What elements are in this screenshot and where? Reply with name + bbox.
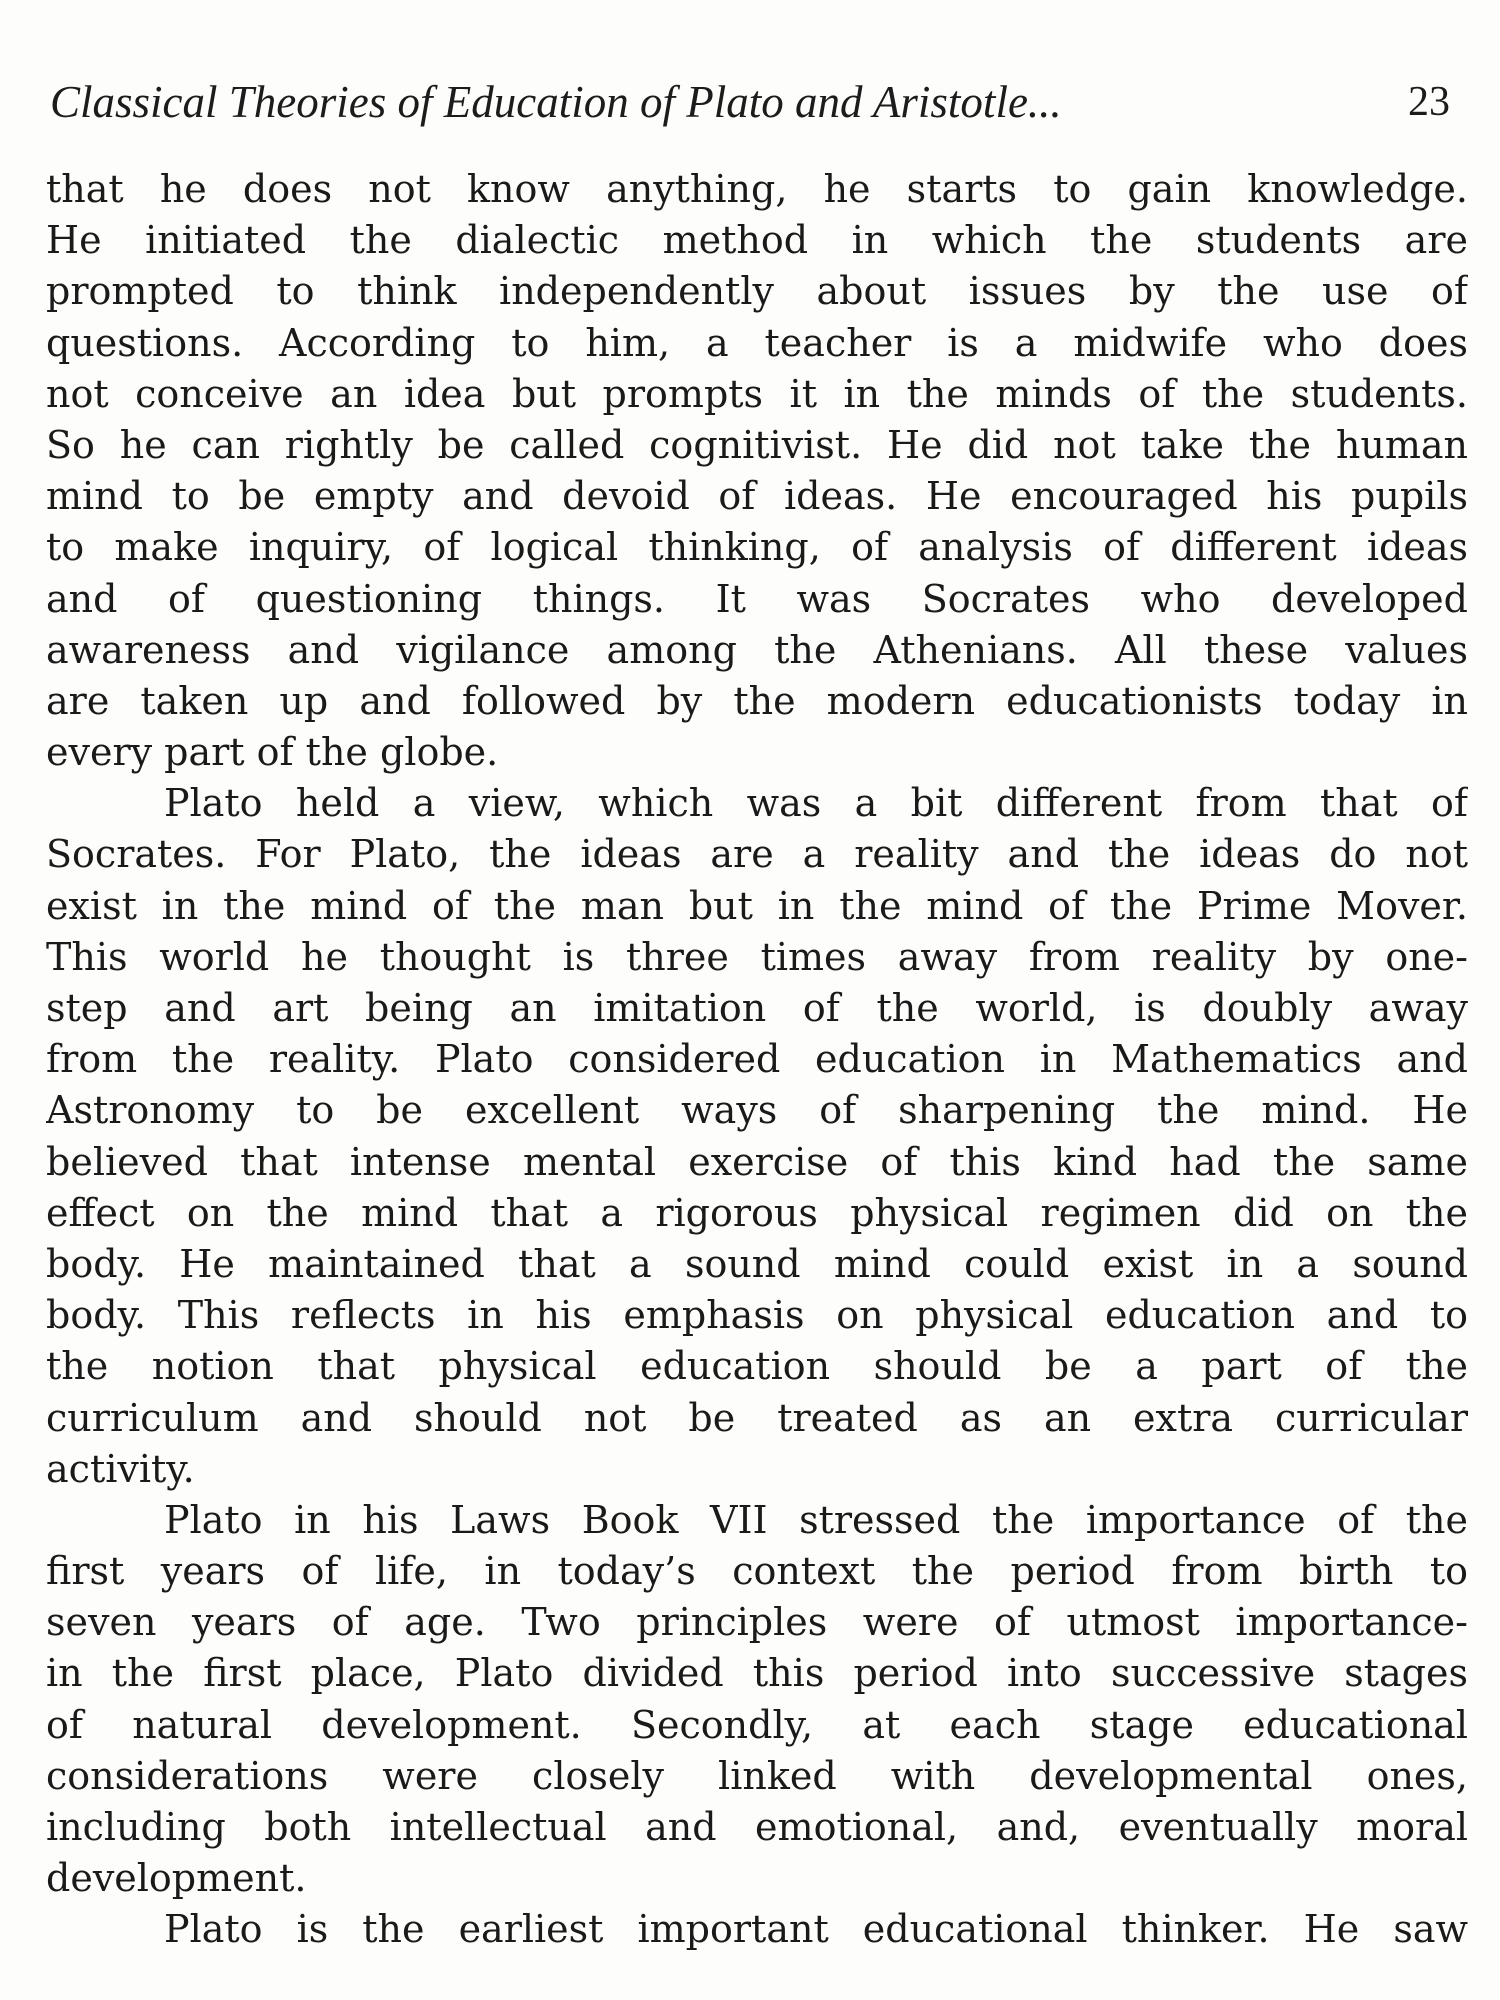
running-title: Classical Theories of Education of Plato and Aristotle...: [50, 77, 1062, 127]
text-line: curriculum and should not be treated as an extra curricular: [46, 1395, 1468, 1440]
text-line: step and art being an imitation of the world, is doubly away: [46, 986, 1468, 1030]
text-line: every part of the globe.: [46, 730, 499, 775]
text-line: the notion that physical education should be a part of the: [46, 1344, 1468, 1389]
text-line: Plato in his Laws Book VII stressed the importance of the: [164, 1497, 1468, 1542]
text-line: that he does not know anything, he starts to gain knowledge.: [46, 167, 1468, 211]
text-line: considerations were closely linked with developmental ones,: [46, 1753, 1468, 1798]
text-line: Socrates. For Plato, the ideas are a reality and the ideas do not: [46, 832, 1468, 877]
text-line: are taken up and followed by the modern educationists today in: [46, 678, 1468, 723]
text-line: He initiated the dialectic method in which the students are: [46, 218, 1468, 263]
text-line: not conceive an idea but prompts it in the minds of the students.: [46, 371, 1468, 416]
text-line: of natural development. Secondly, at each stage educational: [46, 1702, 1468, 1747]
text-line: This world he thought is three times away from reality by one-: [46, 934, 1468, 979]
text-line: and of questioning things. It was Socrates who developed: [46, 576, 1468, 621]
text-line: activity.: [46, 1446, 195, 1491]
text-line: prompted to think independently about issues by the use of: [46, 269, 1468, 314]
running-head: [50, 72, 1450, 132]
text-line: to make inquiry, of logical thinking, of analysis of different ideas: [46, 525, 1468, 570]
text-line: Plato held a view, which was a bit different from that of: [164, 781, 1468, 826]
text-line: awareness and vigilance among the Athenians. All these values: [46, 627, 1468, 672]
text-line: body. This reflects in his emphasis on physical education and to: [46, 1293, 1468, 1338]
paragraph-3: [46, 1495, 1468, 1905]
text-line: exist in the mind of the man but in the mind of the Prime Mover.: [46, 883, 1468, 928]
paragraph-2: [46, 778, 1468, 1495]
text-line: questions. According to him, a teacher is a midwife who does: [46, 320, 1468, 365]
text-line: effect on the mind that a rigorous physical regimen did on the: [46, 1190, 1468, 1235]
paragraph-1: [46, 164, 1468, 778]
text-line: body. He maintained that a sound mind could exist in a sound: [46, 1241, 1468, 1286]
text-line: first years of life, in today’s context the period from birth to: [46, 1549, 1468, 1594]
text-line: in the first place, Plato divided this period into successive stages: [46, 1651, 1468, 1696]
body-text: [46, 164, 1468, 1956]
text-line: Plato is the earliest important educational thinker. He saw: [164, 1907, 1468, 1952]
paragraph-4: [46, 1904, 1468, 1955]
text-line: So he can rightly be called cognitivist. He did not take the human: [46, 422, 1468, 467]
text-line: mind to be empty and devoid of ideas. He encouraged his pupils: [46, 474, 1468, 519]
text-line: believed that intense mental exercise of this kind had the same: [46, 1139, 1468, 1184]
page-number: 23: [1408, 79, 1450, 125]
text-line: Astronomy to be excellent ways of sharpening the mind. He: [46, 1088, 1468, 1133]
text-line: from the reality. Plato considered education in Mathematics and: [46, 1037, 1468, 1082]
text-line: including both intellectual and emotional, and, eventually moral: [46, 1805, 1468, 1849]
text-line: development.: [46, 1856, 307, 1901]
text-line: seven years of age. Two principles were of utmost importance-: [46, 1600, 1468, 1645]
